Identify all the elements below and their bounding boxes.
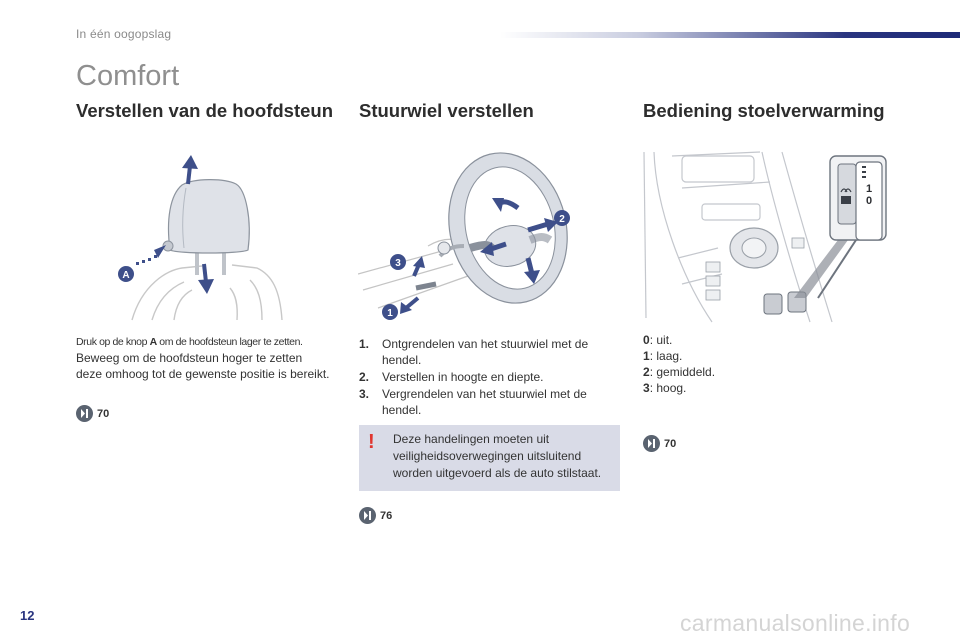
callout-1-label: 1 [387, 308, 393, 319]
heat-level-item: 0: uit. [643, 333, 673, 347]
headrest-shape [169, 180, 250, 253]
step-item: 1. Ontgrendelen van het stuurwiel met de hendel. [359, 337, 589, 367]
headrest-page-ref[interactable]: 70 [76, 405, 109, 422]
steering-steps [359, 336, 609, 419]
headrest-instruction-small: Druk op de knop A om de hoofdsteun lager te zetten. [76, 336, 303, 348]
seat-heating-page-ref[interactable]: 70 [643, 435, 676, 452]
warning-icon: ! [368, 431, 375, 453]
warning-text: Deze handelingen moeten uit veiligheidsoverwegingen uitsluitend worden uitgevoerd als de auto stilstaat. [393, 432, 602, 480]
steering-page-ref[interactable]: 76 [359, 507, 392, 524]
page-title: Comfort [76, 60, 180, 92]
page-ref-icon [359, 507, 376, 524]
section-label: In één oogopslag [76, 27, 172, 41]
step-item: 3. Vergrendelen van het stuurwiel met de hendel. [359, 387, 587, 417]
seat-heating-levels [643, 332, 715, 396]
header-accent-bar [500, 32, 960, 38]
callout-3-label: 3 [395, 258, 401, 269]
watermark: carmanualsonline.info [680, 610, 911, 636]
headrest-heading: Verstellen van de hoofdsteun [76, 100, 334, 121]
headrest-instruction: Beweeg om de hoofdsteun hoger te zetten deze omhoog tot de gewenste positie is bereikt. [76, 351, 330, 381]
seat-heating-illustration [642, 148, 892, 326]
headrest-illustration [112, 150, 302, 322]
page-number: 12 [20, 608, 35, 623]
steering-wheel-illustration [358, 148, 598, 326]
step-item: 2. Verstellen in hoogte en diepte. [359, 370, 544, 384]
dial-mark-0: 0 [865, 195, 873, 207]
page-ref-icon [76, 405, 93, 422]
steering-heading: Stuurwiel verstellen [359, 100, 534, 121]
heat-level-item: 2: gemiddeld. [643, 365, 716, 379]
callout-2-label: 2 [559, 214, 565, 225]
callout-a-label: A [122, 270, 130, 281]
heat-level-item: 3: hoog. [643, 381, 687, 395]
page-ref-icon [643, 435, 660, 452]
dial-mark-1: 1 [865, 183, 873, 195]
seat-heating-heading: Bediening stoelverwarming [643, 100, 885, 121]
heat-level-item: 1: laag. [643, 349, 683, 363]
